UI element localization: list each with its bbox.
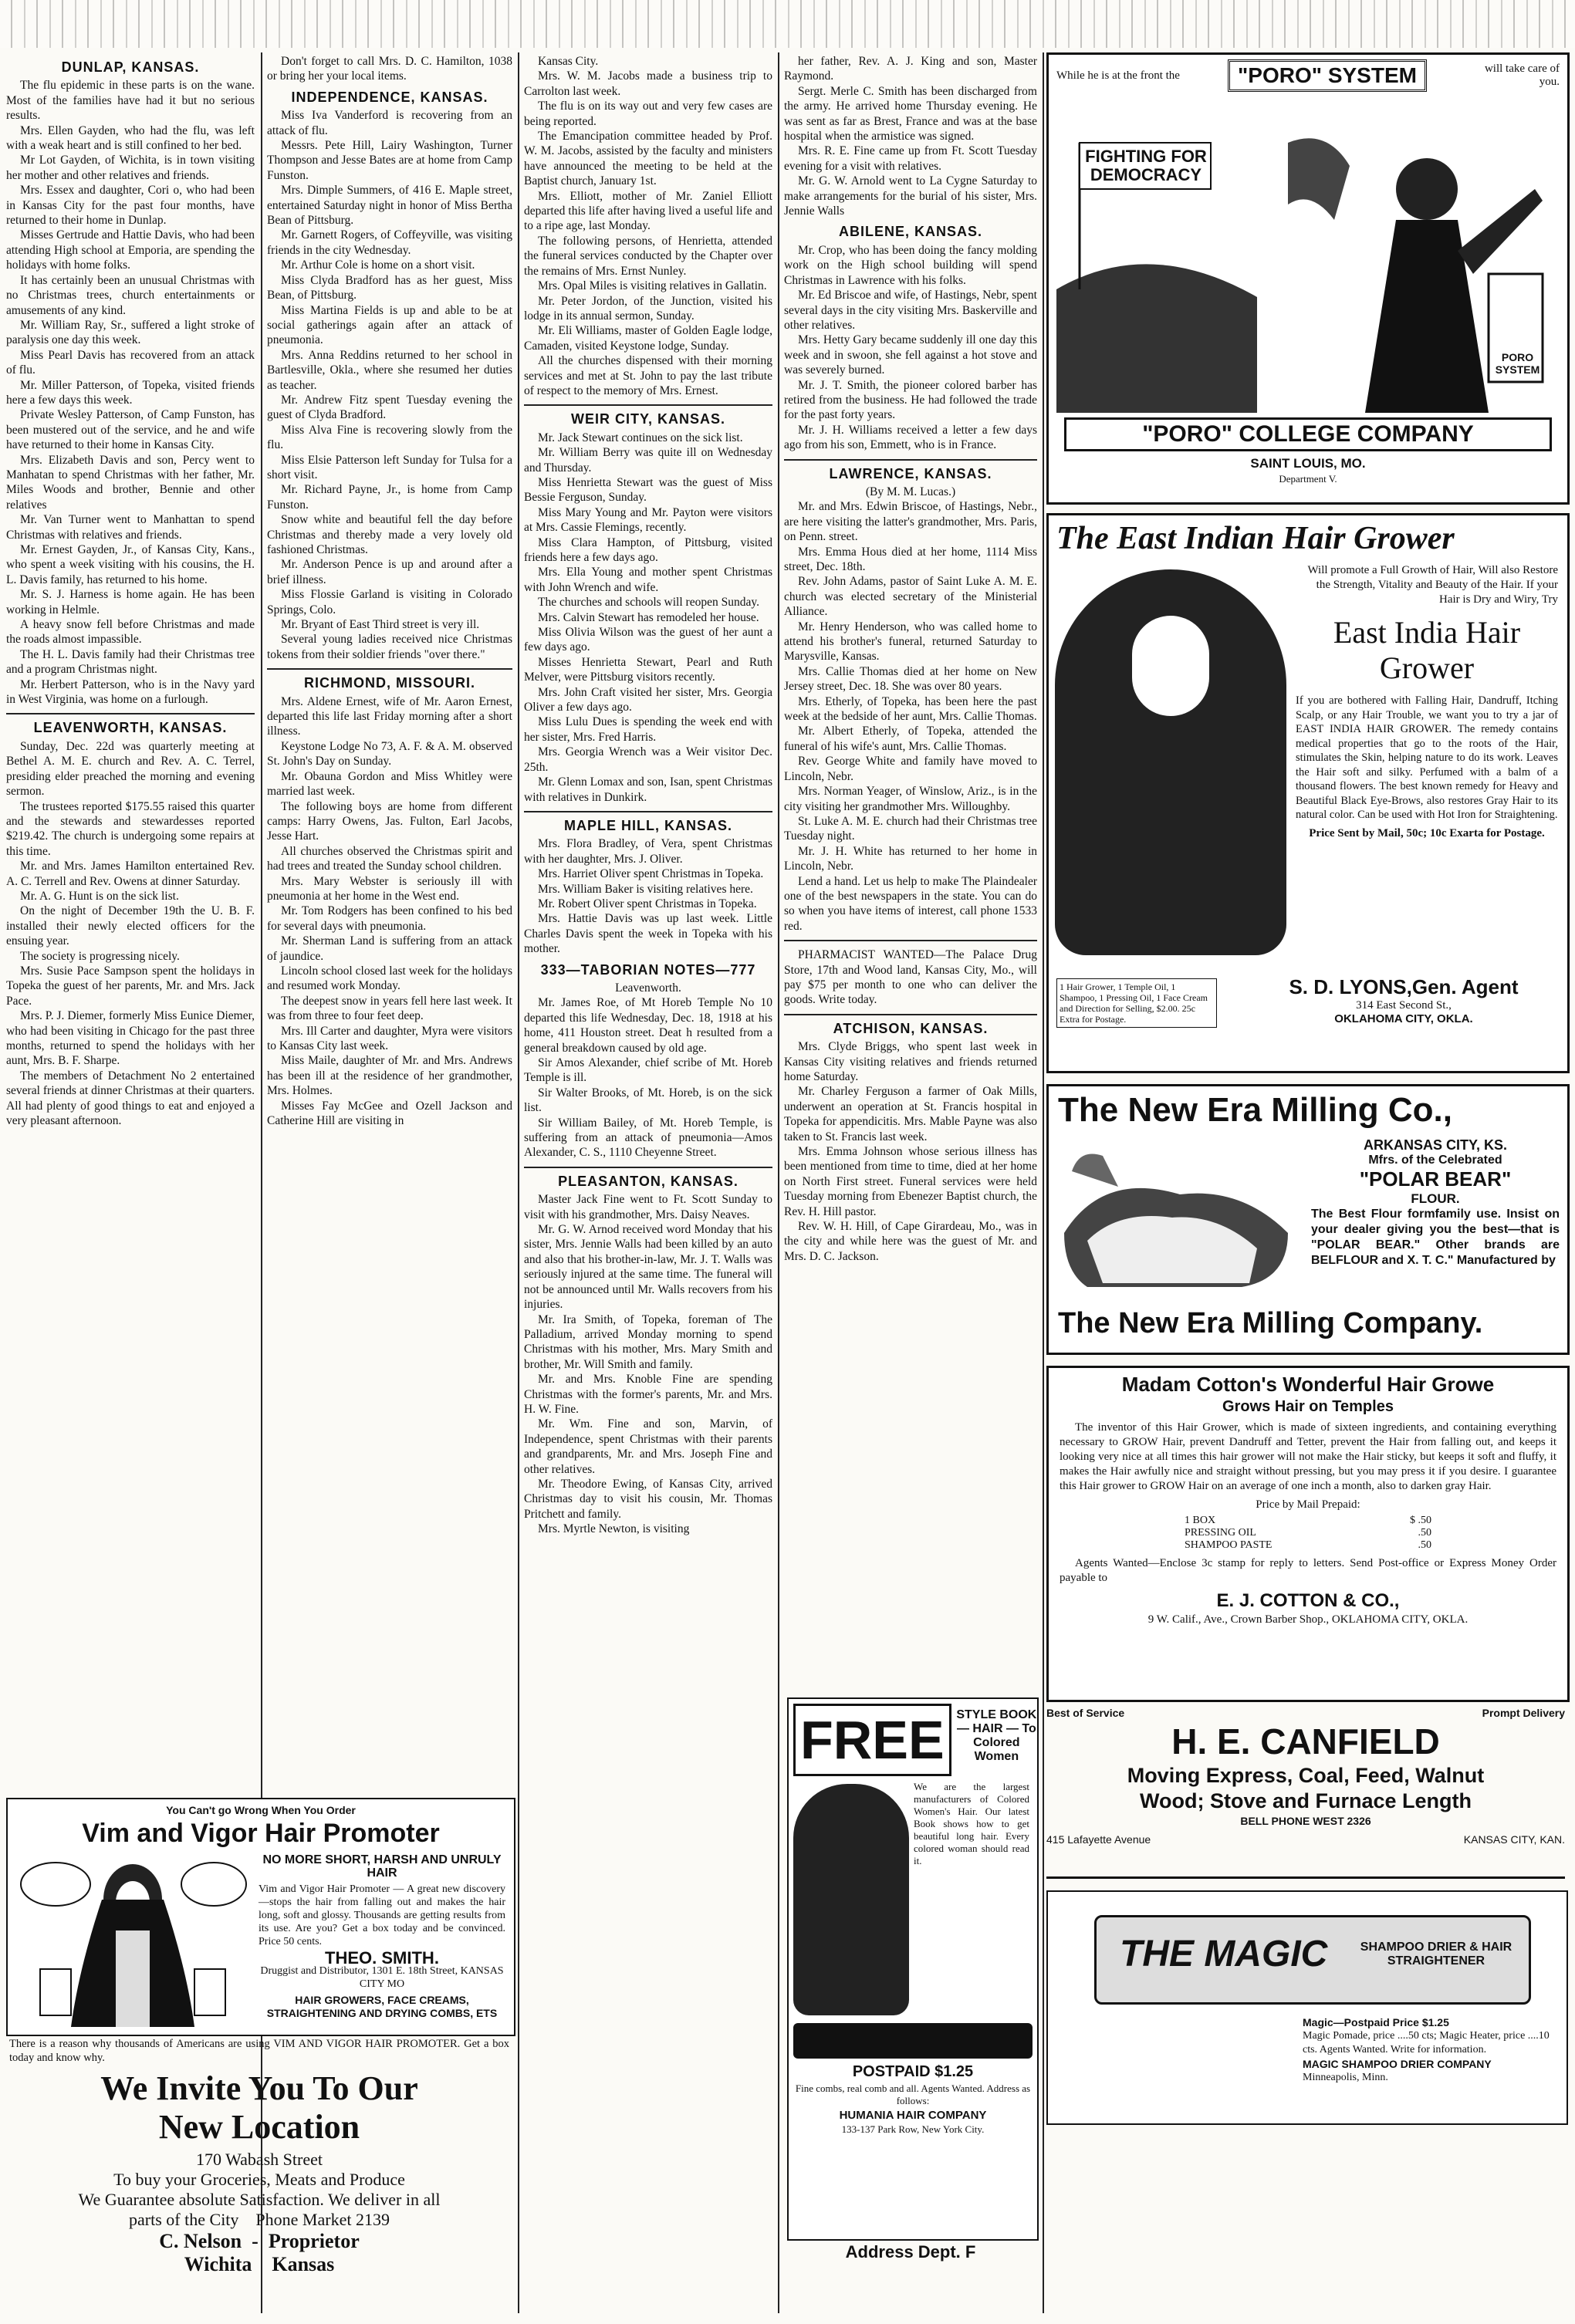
ad-new-era-body: The Best Flour formfamily use. Insist on your dealer giving you the best—that is "POLAR BEAR." Other brands are BELFLOUR and X. T. C." Manufactured by xyxy=(1311,1208,1560,1267)
ad-east-indian xyxy=(1046,513,1570,1073)
ad-magic-city: Minneapolis, Minn. xyxy=(1303,2072,1388,2083)
ad-canfield-address: 415 Lafayette Avenue xyxy=(1046,1833,1151,1846)
news-item: Mrs. Norman Yeager, of Winslow, Ariz., is in the city visiting her grandmother Mrs. Willoughby. xyxy=(784,785,1037,813)
ad-canfield-city: KANSAS CITY, KAN. xyxy=(1463,1833,1565,1846)
news-item: Mr. Bryant of East Third street is very ill. xyxy=(281,618,480,632)
news-item: Rev. George White and family have moved to Lincoln, Nebr. xyxy=(784,755,1037,783)
ad-free-company: HUMANIA HAIR COMPANY xyxy=(839,2109,987,2122)
ad-east-indian-agent: S. D. LYONS,Gen. Agent xyxy=(1289,975,1519,998)
ad-canfield-line1: Moving Express, Coal, Feed, Walnut xyxy=(1127,1764,1485,1787)
ad-free-caption: Fine combs, real comb and all. Agents Wanted. Address as follows: xyxy=(795,2082,1031,2106)
ad-address: 170 Wabash Street xyxy=(195,2150,323,2169)
news-item: Mrs. Emma Johnson whose serious illness has been mentioned from time to time, died at her home on North First street. Funeral services were held Tuesday morning from Ebenezer Baptist church, the Rev. H. Hill pastor. xyxy=(784,1145,1037,1218)
pharmacist-notice: PHARMACIST WANTED—The Palace Drug Store, 17th and Wood land, Kansas City, Mo., will pay $75 per month to one who can deliver the goods. Write today. xyxy=(784,948,1037,1007)
ad-poro-dept: Department V. xyxy=(1279,473,1337,485)
ad-cotton-body: The inventor of this Hair Grower, which is made of sixteen ingredients, and containing everything necessary to GROW Hair, prevent Dandruff and Tetter, prevent the Hair from falling out, and keeps it looking very nice at all times this hair grower will not make the Hair sticky, but keeps it soft and fluffy, it makes the Hair awfully nice and straight without pressing, but you may press it if you desire. I guarantee this Hair grower to GROW Hair on an average of one inch a month, also to darken gray Hair. xyxy=(1060,1421,1556,1492)
soldier-illustration xyxy=(1056,96,1560,413)
lawrence-byline: (By M. M. Lucas.) xyxy=(865,485,956,498)
news-item: Mrs. Mary Webster is seriously ill with pneumonia at her home in the West end. xyxy=(267,874,512,903)
news-item: Kansas City. xyxy=(538,55,599,68)
ad-cotton-company: E. J. COTTON & CO., xyxy=(1216,1590,1400,1611)
news-item: The members of Detachment No 2 entertained several friends at dinner Christmas at their quarters. All had plenty of good things to eat and enjoyed a very pleasant afternoon. xyxy=(6,1069,255,1128)
ad-new-era-title: The New Era Milling Co., xyxy=(1058,1091,1452,1129)
ad-poro-footer: "PORO" COLLEGE COMPANY xyxy=(1064,417,1552,451)
news-item: The following persons, of Henrietta, attended the funeral services conducted by the Chapter over the remains of Mrs. Ernst Nunley. xyxy=(524,234,772,278)
ad-east-indian-title: The East Indian Hair Grower xyxy=(1056,521,1455,556)
news-item: Mr. Garnett Rogers, of Coffeyville, was visiting friends in the city Wednesday. xyxy=(267,228,512,257)
ad-products: HAIR GROWERS, FACE CREAMS, STRAIGHTENING AND DRYING COMBS, ETS xyxy=(266,1994,498,2019)
section-heading-lawrence: LAWRENCE, KANSAS. xyxy=(829,465,992,481)
news-item: Mr. Obauna Gordon and Miss Whitley were married last week. xyxy=(267,769,512,799)
ad-new-era-milling xyxy=(1046,1084,1570,1355)
news-item: Sir William Bailey, of Mt. Horeb Temple, is suffering from an attack of pneumonia—Amos Alexander, C. S., 1110 Cheyenne Street. xyxy=(524,1116,772,1160)
news-item: Miss Clara Hampton, of Pittsburg, visited friends here a few days ago. xyxy=(524,535,772,564)
ad-magic-brand: THE MAGIC xyxy=(1120,1934,1328,1974)
section-heading-abilene: ABILENE, KANSAS. xyxy=(838,224,982,240)
news-item: On the night of December 19th the U. B. F. installed their newly elected officers for the ensuing year. xyxy=(6,904,255,948)
ad-canfield-name: H. E. CANFIELD xyxy=(1171,1721,1440,1762)
news-item: Private Wesley Patterson, of Camp Funston, has been mustered out of the service, and he and wife have returned to their home in Kansas City. xyxy=(6,408,255,452)
ad-new-era-flour: FLOUR. xyxy=(1411,1191,1460,1206)
section-heading-maple-hill: MAPLE HILL, KANSAS. xyxy=(563,817,732,833)
ad-magic-shampoo xyxy=(1046,1890,1568,2125)
news-item: Mr. James Roe, of Mt Horeb Temple No 10 departed this life Wednesday, Dec. 18, 1918 at his home, 411 Houston street. Deat h resulted from a general breakdown caused by old age. xyxy=(524,996,772,1055)
news-item: Mrs. Ill Carter and daughter, Myra were visitors to Kansas City last week. xyxy=(267,1024,512,1052)
taborian-dateline: Leavenworth. xyxy=(615,981,681,995)
ad-magic-items: Magic Pomade, price ....50 cts; Magic Heater, price ....10 cts. Agents Wanted. Write for information. xyxy=(1303,2030,1550,2055)
ad-new-era-city: ARKANSAS CITY, KS. xyxy=(1363,1137,1508,1153)
news-item: Mr. Crop, who has been doing the fancy molding work on the High school building will spend Christmas in Lawrence with his folks. xyxy=(784,243,1037,287)
news-item: The Emancipation committee headed by Prof. W. M. Jacobs, assisted by the faculty and ministers have announced the meeting to be held at the Baptist church, January 1st. xyxy=(524,130,772,188)
news-item: Mr. J. H. White has returned to her home in Lincoln, Nebr. xyxy=(784,844,1037,873)
news-item: Miss Clyda Bradford has as her guest, Miss Bean, of Pittsburg. xyxy=(267,273,512,302)
section-heading-richmond: RICHMOND, MISSOURI. xyxy=(303,675,475,691)
ad-title-line2: New Location xyxy=(158,2108,360,2146)
news-item: The flu is on its way out and very few cases are being reported. xyxy=(524,100,772,128)
news-item: Messrs. Pete Hill, Lairy Washington, Turner Thompson and Jesse Bates are at home from Camp Funston. xyxy=(267,139,512,182)
price-item: 1 BOX xyxy=(1185,1515,1216,1526)
news-item: Mrs. Harriet Oliver spent Christmas in Topeka. xyxy=(538,867,764,881)
news-item: Mrs. Susie Pace Sampson spent the holidays in Topeka the guest of her parents, Mr. and Mrs. Jack Pace. xyxy=(6,964,255,1008)
news-item: Several young ladies received nice Christmas tokens from their soldier friends "over there." xyxy=(267,633,512,661)
news-item: The following boys are home from different camps: Harry Owens, Jas. Fulton, Earl Jacobs, Jesse Hart. xyxy=(267,799,512,843)
news-item: Mr. Wm. Fine and son, Marvin, of Independence, spent Christmas with their parents and grandparents, Mr. and Mrs. Joseph Fine and other relatives. xyxy=(524,1417,772,1476)
news-item: All the churches dispensed with their morning services and met at St. John to pay the last tribute of respect to the memory of Mrs. Ernest. xyxy=(524,354,772,397)
news-item: Mr. Henry Henderson, who was called home to attend his brother's funeral, returned Saturday to Marysville, Kansas. xyxy=(784,620,1037,664)
column-rule xyxy=(1043,52,1044,2313)
news-item: her father, Rev. A. J. King and son, Master Raymond. xyxy=(784,55,1037,83)
news-item: Mr. Peter Jordon, of the Junction, visited his lodge in its annual sermon, Sunday. xyxy=(524,294,772,323)
news-item: Mrs. Dimple Summers, of 416 E. Maple street, entertained Saturday night in honor of Miss Bertha Bean of Pittsburg. xyxy=(267,184,512,228)
news-item: Keystone Lodge No 73, A. F. & A. M. observed St. John's Day on Sunday. xyxy=(267,739,512,768)
news-item: A heavy snow fell before Christmas and made the roads almost impassible. xyxy=(6,618,255,647)
news-item: Mr. Ed Briscoe and wife, of Hastings, Nebr, spent several days in the city visiting Mrs. Baskerville and other relatives. xyxy=(784,289,1037,332)
news-item: The society is progressing nicely. xyxy=(20,949,180,963)
ad-body: Vim and Vigor Hair Promoter — A great new discovery—stops the hair from falling out and makes the hair long, soft and glossy. Thousands are getting results from its use. Are you? Get a box today and be convinced. Price 50 cents. xyxy=(259,1883,505,1947)
news-item: Mr. Robert Oliver spent Christmas in Topeka. xyxy=(538,897,757,910)
ad-line2: We Guarantee absolute Satisfaction. We deliver in all xyxy=(78,2190,441,2209)
column-2 xyxy=(267,54,512,1790)
news-item: Mr. Ernest Gayden, Jr., of Kansas City, Kans., who spent a week visiting with his cousins, the H. L. Davis family, has returned to his home. xyxy=(6,543,255,586)
ad-new-location: We Invite You To Our New Location 170 Wabash Street To buy your Groceries, Meats and Produce We Guarantee absolute Satisfaction. We deliver in all parts of the City Phone Market 2139 C. Nelson - Proprietor Wichita Kansas xyxy=(6,2069,512,2316)
news-item: Miss Iva Vanderford is recovering from an attack of flu. xyxy=(267,109,512,137)
news-item: Mr. G. W. Arnod received word Monday that his sister, Mrs. Jennie Walls had been killed by an auto and also that his brother-in-law, Mr. J. T. Walls was seriously injured at the same time. The funeral will not be announced until Mr. Walls recovers from his injuries. xyxy=(524,1223,772,1312)
price-row xyxy=(1185,1539,1431,1552)
ad-line1: To buy your Groceries, Meats and Produce xyxy=(113,2170,405,2189)
news-item: Mr. and Mrs. Edwin Briscoe, of Hastings, Nebr., are here visiting the latter's grandmother, Mrs. Paris, on Penn. street. xyxy=(784,500,1037,544)
ad-east-indian-agent-city: OKLAHOMA CITY, OKLA. xyxy=(1334,1012,1473,1025)
ad-east-indian-subtitle-1: East India Hair xyxy=(1333,615,1521,650)
ad-free-street: 133-137 Park Row, New York City. xyxy=(841,2123,985,2135)
ad-free-address: Address Dept. F xyxy=(845,2242,976,2262)
price-item: PRESSING OIL xyxy=(1185,1527,1256,1539)
news-item: Mrs. John Craft visited her sister, Mrs. Georgia Oliver a few days ago. xyxy=(524,685,772,714)
news-item: Rev. John Adams, pastor of Saint Luke A. M. E. church was elected secretary of the Ministerial Alliance. xyxy=(784,575,1037,619)
column-3 xyxy=(524,54,772,2307)
news-item: Mrs. Opal Miles is visiting relatives in Gallatin. xyxy=(538,279,767,293)
news-item: Miss Alva Fine is recovering slowly from the flu. xyxy=(267,423,512,452)
news-item: Mrs. Hattie Davis was up last week. Little Charles Davis spent the week in Topeka with his mother. xyxy=(524,912,772,956)
woman-portrait-illustration xyxy=(793,1784,909,2015)
ad-canfield-phone: BELL PHONE WEST 2326 xyxy=(1240,1815,1371,1827)
ad-city: Wichita xyxy=(184,2253,252,2275)
ad-title: Vim and Vigor Hair Promoter xyxy=(82,1819,440,1848)
news-item: The H. L. Davis family had their Christmas tree and a program Christmas night. xyxy=(6,647,255,677)
news-item: Mr. and Mrs. James Hamilton entertained Rev. A. C. Terrell and Rev. Owens at dinner Saturday. xyxy=(6,860,255,888)
section-heading-atchison: ATCHISON, KANSAS. xyxy=(833,1020,989,1036)
ad-canfield-right-tag: Prompt Delivery xyxy=(1482,1707,1565,1719)
news-item: Mr. William Ray, Sr., suffered a light stroke of paralysis one day this week. xyxy=(6,318,255,347)
ad-phone: Phone Market 2139 xyxy=(255,2210,390,2229)
news-item: The deepest snow in years fell here last week. It was from three to four feet deep. xyxy=(267,994,512,1023)
comb-illustration xyxy=(793,2023,1033,2059)
news-item: Misses Henrietta Stewart, Pearl and Ruth Melver, were Pittsburg visitors recently. xyxy=(524,655,772,684)
news-item: Mr. G. W. Arnold went to La Cygne Saturday to make arrangements for the burial of his sister, Mrs. Jennie Walls xyxy=(784,174,1037,218)
ad-free-body: We are the largest manufacturers of Colored Women's Hair. Our latest Book shows how to get beautiful long hair. Every colored woman should read it. xyxy=(914,1781,1029,1866)
news-item: Lend a hand. Let us help to make The Plaindealer one of the best newspapers in the state. You can do so when you have items of interest, call phone 1533 red. xyxy=(784,874,1037,933)
news-item: Snow white and beautiful fell the day before Christmas and thereby made a very lovely old fashioned Christmas. xyxy=(267,513,512,556)
ad-madam-cotton xyxy=(1046,1366,1570,1702)
ad-poro-logo: "PORO" SYSTEM xyxy=(1228,59,1427,92)
news-item: Mr. Charley Ferguson a farmer of Oak Mills, underwent an operation at St. Francis hospital in Topeka for appendicitis. Mrs. Mable Payne was also taken to St. Francis last week. xyxy=(784,1085,1037,1143)
ad-magic-price: Magic—Postpaid Price $1.25 xyxy=(1303,2016,1449,2028)
ad-proprietor-name: C. Nelson xyxy=(159,2230,242,2252)
ad-new-era-brand: "POLAR BEAR" xyxy=(1359,1167,1512,1191)
column-1 xyxy=(6,54,255,1790)
news-item: Mr. Herbert Patterson, who is in the Navy yard in West Virginia, was home on a furlough. xyxy=(6,677,255,707)
ad-east-indian-price: Price Sent by Mail, 50c; 10c Exarta for Postage. xyxy=(1309,826,1545,839)
news-item: Mr. J. T. Smith, the pioneer colored barber has retired from the business. He had followed the trade for the past forty years. xyxy=(784,378,1037,422)
ad-poro xyxy=(1046,52,1570,505)
ad-poro-top-right: will take care of you. xyxy=(1484,62,1560,88)
news-item: Lincoln school closed last week for the holidays and resumed work Monday. xyxy=(267,964,512,993)
news-item: Mr. and Mrs. Knoble Fine are spending Christmas with the former's parents, Mr. and Mrs. H. W. Fine. xyxy=(524,1373,772,1416)
news-item: Mrs. Flora Bradley, of Vera, spent Christmas with her daughter, Mrs. J. Oliver. xyxy=(524,837,772,866)
column-rule xyxy=(518,52,519,2313)
ad-cotton-address: 9 W. Calif., Ave., Crown Barber Shop., OKLAHOMA CITY, OKLA. xyxy=(1147,1613,1469,1626)
news-item: Mr. Theodore Ewing, of Kansas City, arrived Christmas day to visit his cousin, Mr. Thomas Pritchett and family. xyxy=(524,1477,772,1521)
news-item: Mr Lot Gayden, of Wichita, is in town visiting her mother and other relatives and friends. xyxy=(6,154,255,182)
ad-east-indian-promise: Will promote a Full Growth of Hair, Will also Restore the Strength, Vitality and Beauty of the Hair. If your Hair is Dry and Wiry, Try xyxy=(1307,564,1558,606)
ad-free-style-book xyxy=(787,1697,1039,2241)
news-item: Misses Fay McGee and Ozell Jackson and Catherine Hill are visiting in xyxy=(267,1099,512,1128)
news-item: Mr. S. J. Harness is home again. He has been working in Helmle. xyxy=(6,588,255,616)
ad-poro-box-label: PORO SYSTEM xyxy=(1495,351,1540,376)
ad-poro-top-left: While he is at the front the xyxy=(1056,69,1180,82)
news-item: Miss Elsie Patterson left Sunday for Tulsa for a short visit. xyxy=(267,453,512,481)
news-item: Mrs. Aldene Ernest, wife of Mr. Aaron Ernest, departed this life last Friday morning after a short illness. xyxy=(267,694,512,738)
news-item: Mr. Jack Stewart continues on the sick list. xyxy=(538,431,743,444)
torn-top-edge xyxy=(0,0,1575,48)
ad-cotton-subtitle: Grows Hair on Temples xyxy=(1222,1398,1394,1415)
news-item: Mr. J. H. Williams received a letter a few days ago from his son, Emmett, who is in France. xyxy=(784,423,1037,452)
ad-vim-vigor xyxy=(6,1798,515,2036)
news-item: Mrs. Ellen Gayden, who had the flu, was left with a weak heart and is still confined to her bed. xyxy=(6,123,255,153)
news-item: Sunday, Dec. 22d was quarterly meeting at Bethel A. M. E. church and Rev. A. C. Terrel, presiding elder preached the morning and evening sermon. xyxy=(6,739,255,799)
ad-canfield-line2: Wood; Stove and Furnace Length xyxy=(1139,1789,1472,1812)
ad-east-indian-offer: 1 Hair Grower, 1 Temple Oil, 1 Shampoo, 1 Pressing Oil, 1 Face Cream and Direction for Selling, $2.00. 25c Extra for Postage. xyxy=(1056,978,1217,1028)
section-heading-pleasanton: PLEASANTON, KANSAS. xyxy=(558,1173,738,1189)
news-item: St. Luke A. M. E. church had their Christmas tree Tuesday night. xyxy=(784,814,1037,843)
news-item: Mr. A. G. Hunt is on the sick list. xyxy=(20,889,179,903)
column-rule xyxy=(778,52,779,2313)
price-value: $ .50 xyxy=(1410,1515,1431,1526)
ad-new-era-makers: Mfrs. of the Celebrated xyxy=(1368,1154,1502,1167)
ad-dealer-line: Druggist and Distributor, 1301 E. 18th Street, KANSAS CITY MO xyxy=(260,1965,504,1990)
news-item: Mrs. Anna Reddins returned to her school in Bartlesville, Okla., where she resumed her duties as teacher. xyxy=(267,348,512,392)
price-row xyxy=(1185,1515,1431,1527)
news-item: All churches observed the Christmas spirit and had trees and treated the Sunday school children. xyxy=(267,844,512,873)
news-item: Miss Mary Young and Mr. Payton were visitors at Mrs. Cassie Flemings, recently. xyxy=(524,505,772,535)
news-item: Miss Martina Fields is up and able to be at social gatherings again after an attack of pneumonia. xyxy=(267,303,512,347)
ad-new-era-footer: The New Era Milling Company. xyxy=(1058,1307,1483,1339)
news-item: Mrs. Emma Hous died at her home, 1114 Miss street, Dec. 18th. xyxy=(784,545,1037,573)
news-item: Miss Pearl Davis has recovered from an attack of flu. xyxy=(6,348,255,377)
news-item: Mr. Anderson Pence is up and around after a brief illness. xyxy=(267,558,512,586)
news-item: Mrs. Calvin Stewart has remodeled her house. xyxy=(538,610,759,624)
ad-title-line1: We Invite You To Our xyxy=(100,2069,418,2107)
ad-cotton-price-label: Price by Mail Prepaid: xyxy=(1256,1498,1360,1511)
news-item: Mr. Andrew Fitz spent Tuesday evening the guest of Clyda Bradford. xyxy=(267,393,512,422)
woman-long-hair-illustration xyxy=(1055,569,1286,955)
news-item: Master Jack Fine went to Ft. Scott Sunday to visit with his grandmother, Mrs. Daisy Neaves. xyxy=(524,1193,772,1221)
ad-dealer: THEO. SMITH. xyxy=(325,1948,439,1968)
ad-magic-label: SHAMPOO DRIER & HAIR STRAIGHTENER xyxy=(1360,1941,1512,1968)
ad-cotton-price-list xyxy=(1185,1515,1431,1552)
news-item: Mr. Richard Payne, Jr., is home from Camp Funston. xyxy=(267,483,512,512)
price-item: SHAMPOO PASTE xyxy=(1185,1539,1273,1551)
news-item: Sir Amos Alexander, chief scribe of Mt. Horeb Temple is ill. xyxy=(524,1056,772,1085)
news-item: Mrs. Myrtle Newton, is visiting xyxy=(538,1522,690,1536)
comb-drier-illustration xyxy=(1094,1915,1531,2005)
ad-state: Kansas xyxy=(272,2253,335,2275)
news-item: Miss Olivia Wilson was the guest of her aunt a few days ago. xyxy=(524,626,772,654)
news-item: Mrs. Ella Young and mother spent Christmas with John Wrench and wife. xyxy=(524,566,772,594)
woman-illustration xyxy=(17,1853,248,2027)
news-item: Sir Walter Brooks, of Mt. Horeb, is on the sick list. xyxy=(524,1086,772,1115)
ad-east-indian-agent-address: 314 East Second St., xyxy=(1356,999,1452,1012)
news-item: Mr. Eli Williams, master of Golden Eagle lodge, Camaden, visited Keystone lodge, Sunday. xyxy=(524,324,772,353)
news-item: Mrs. P. J. Diemer, formerly Miss Eunice Diemer, who had been visiting in Chicago for the past three months, returned to spend the holidays with her aunt, Mrs. B. F. Sharpe. xyxy=(6,1009,255,1068)
ad-proprietor-role: Proprietor xyxy=(268,2230,360,2252)
polar-bear-illustration xyxy=(1056,1140,1303,1295)
news-item: Mrs. William Baker is visiting relatives here. xyxy=(538,882,753,896)
news-item: Mr. Van Turner went to Manhattan to spend Christmas with relatives and friends. xyxy=(6,513,255,542)
ad-east-indian-subtitle-2: Grower xyxy=(1379,650,1475,685)
news-item: Mrs. Essex and daughter, Cori o, who had been in Kansas City for the past four months, have returned to their home in Dunlap. xyxy=(6,184,255,228)
news-item: It has certainly been an unusual Christmas with no Christmas trees, church entertainments or amusements of any kind. xyxy=(6,273,255,317)
news-item: Mrs. R. E. Fine came up from Ft. Scott Tuesday evening for a visit with relatives. xyxy=(784,144,1037,173)
news-item: Mrs. Elliott, mother of Mr. Zaniel Elliott departed this life after having lived a useful life and to a ripe age, last Monday. xyxy=(524,189,772,233)
news-item: The flu epidemic in these parts is on the wane. Most of the families have had it but no serious results. xyxy=(6,79,255,123)
news-item: Mrs. Hetty Gary became suddenly ill one day this week and in swoon, she fell against a hot stove and was severely burned. xyxy=(784,333,1037,377)
column-4 xyxy=(784,54,1037,1682)
ad-canfield-left-tag: Best of Service xyxy=(1046,1707,1125,1719)
ad-magic-company: MAGIC SHAMPOO DRIER COMPANY xyxy=(1303,2058,1492,2070)
ad-cotton-agents: Agents Wanted—Enclose 3c stamp for reply to letters. Send Post-office or Express Money Order payable to xyxy=(1060,1557,1556,1584)
news-item: Miss Lulu Dues is spending the week end with her sister, Mrs. Fred Harris. xyxy=(524,715,772,744)
news-item: Mr. William Berry was quite ill on Wednesday and Thursday. xyxy=(524,446,772,475)
ad-poro-fighting: FIGHTING FOR DEMOCRACY xyxy=(1085,147,1207,184)
section-heading-independence: INDEPENDENCE, KANSAS. xyxy=(291,89,488,105)
news-item: Mr. Sherman Land is suffering from an attack of jaundice. xyxy=(267,934,512,963)
price-value: .50 xyxy=(1418,1527,1431,1539)
section-heading-dunlap: DUNLAP, KANSAS. xyxy=(61,59,200,75)
news-item: Mrs. Etherly, of Topeka, has been here the past week at the bedside of her aunt, Mrs. Callie Thomas. xyxy=(784,694,1037,724)
news-item: Mrs. Callie Thomas died at her home on New Jersey street, Dec. 18. She was over 80 years. xyxy=(784,664,1037,694)
price-value: .50 xyxy=(1418,1539,1431,1551)
section-heading-weir: WEIR CITY, KANSAS. xyxy=(570,411,725,427)
news-item: The trustees reported $175.55 raised this quarter and the stewards and stewardesses reported $219.42. The church is undergoing some repairs at this time. xyxy=(6,799,255,858)
ad-free-title: FREE xyxy=(793,1704,951,1776)
price-row xyxy=(1185,1527,1431,1539)
ad-vim-footer: There is a reason why thousands of Americans are using VIM AND VIGOR HAIR PROMOTER. Get a box today and know why. xyxy=(9,2038,509,2064)
news-item: Mr. Ira Smith, of Topeka, foreman of The Palladium, arrived Monday morning to spend Christmas with his mother, Mrs. Mary Smith and brother, Mr. Will Smith and family. xyxy=(524,1312,772,1371)
news-item: Mrs. Georgia Wrench was a Weir visitor Dec. 25th. xyxy=(524,745,772,774)
news-item: The churches and schools will reopen Sunday. xyxy=(538,596,759,610)
news-item: Misses Gertrude and Hattie Davis, who had been attending High school at Emporia, are spending the holidays with home folks. xyxy=(6,228,255,272)
news-item: Rev. W. H. Hill, of Cape Girardeau, Mo., was in the city and while here was the guest of Mr. and Mrs. D. C. Jackson. xyxy=(784,1220,1037,1263)
news-item: Sergt. Merle C. Smith has been discharged from the army. He arrived home Thursday evening. He was sent as far as Brest, France and was at the base hospital when the armistice was signed. xyxy=(784,84,1037,144)
news-item: Miss Flossie Garland is visiting in Colorado Springs, Colo. xyxy=(267,588,512,616)
section-heading-leavenworth: LEAVENWORTH, KANSAS. xyxy=(33,720,228,736)
news-item: Mrs. Elizabeth Davis and son, Percy went to Manhatan to spend Christmas with her father, Mr. Miles Woods and brother, Bennie and other relatives xyxy=(6,453,255,512)
news-item: Miss Henrietta Stewart was the guest of Miss Bessie Ferguson, Sunday. xyxy=(524,475,772,505)
news-item: Mr. Arthur Cole is home on a short visit. xyxy=(281,258,475,272)
ad-line3: parts of the City xyxy=(129,2210,239,2229)
ad-free-postpaid: POSTPAID $1.25 xyxy=(852,2063,974,2080)
section-heading-taborian: 333—TABORIAN NOTES—777 xyxy=(540,961,756,978)
news-item: Mrs. W. M. Jacobs made a business trip to Carrolton last week. xyxy=(524,69,772,98)
news-item: Mr. Miller Patterson, of Topeka, visited friends here a few days this week. xyxy=(6,378,255,407)
ad-poro-city: SAINT LOUIS, MO. xyxy=(1250,456,1366,471)
news-item: Mrs. Clyde Briggs, who spent last week in Kansas City visiting relatives and friends returned home Saturday. xyxy=(784,1040,1037,1083)
news-item: Miss Maile, daughter of Mr. and Mrs. Andrews has been ill at the residence of her grandmother, Mrs. Holmes. xyxy=(267,1054,512,1098)
ad-cotton-title: Madam Cotton's Wonderful Hair Growe xyxy=(1121,1373,1495,1396)
news-item: Mr. Albert Etherly, of Topeka, attended the funeral of his wife's aunt, Mrs. Callie Thomas. xyxy=(784,725,1037,753)
ad-canfield xyxy=(1046,1707,1565,1879)
ad-subhead: NO MORE SHORT, HARSH AND UNRULY HAIR xyxy=(262,1853,502,1880)
news-item: Mr. Glenn Lomax and son, Isan, spent Christmas with relatives in Dunkirk. xyxy=(524,775,772,804)
ad-kicker: You Can't go Wrong When You Order xyxy=(166,1804,356,1816)
news-item: Mr. Tom Rodgers has been confined to his bed for several days with pneumonia. xyxy=(267,904,512,933)
ad-east-indian-body: If you are bothered with Falling Hair, Dandruff, Itching Scalp, or any Hair Trouble, we want you to try a jar of EAST INDIA HAIR GROWER. The remedy contains medical properties that go to the roots of the Hair, stimulates the Skin, helping nature to do its work. Leaves the Hair soft and silky. Perfumed with a balm of a thousand flowers. The best known remedy for Heavy and Beautiful Black Eye-Brows, also restores Gray Hair to its natural color. Can be used with Hot Iron for Straightening. xyxy=(1296,694,1558,821)
ad-free-headline: STYLE BOOK — HAIR — To Colored Women xyxy=(956,1708,1037,1763)
news-item: Don't forget to call Mrs. D. C. Hamilton, 1038 or bring her your local items. xyxy=(267,55,512,83)
